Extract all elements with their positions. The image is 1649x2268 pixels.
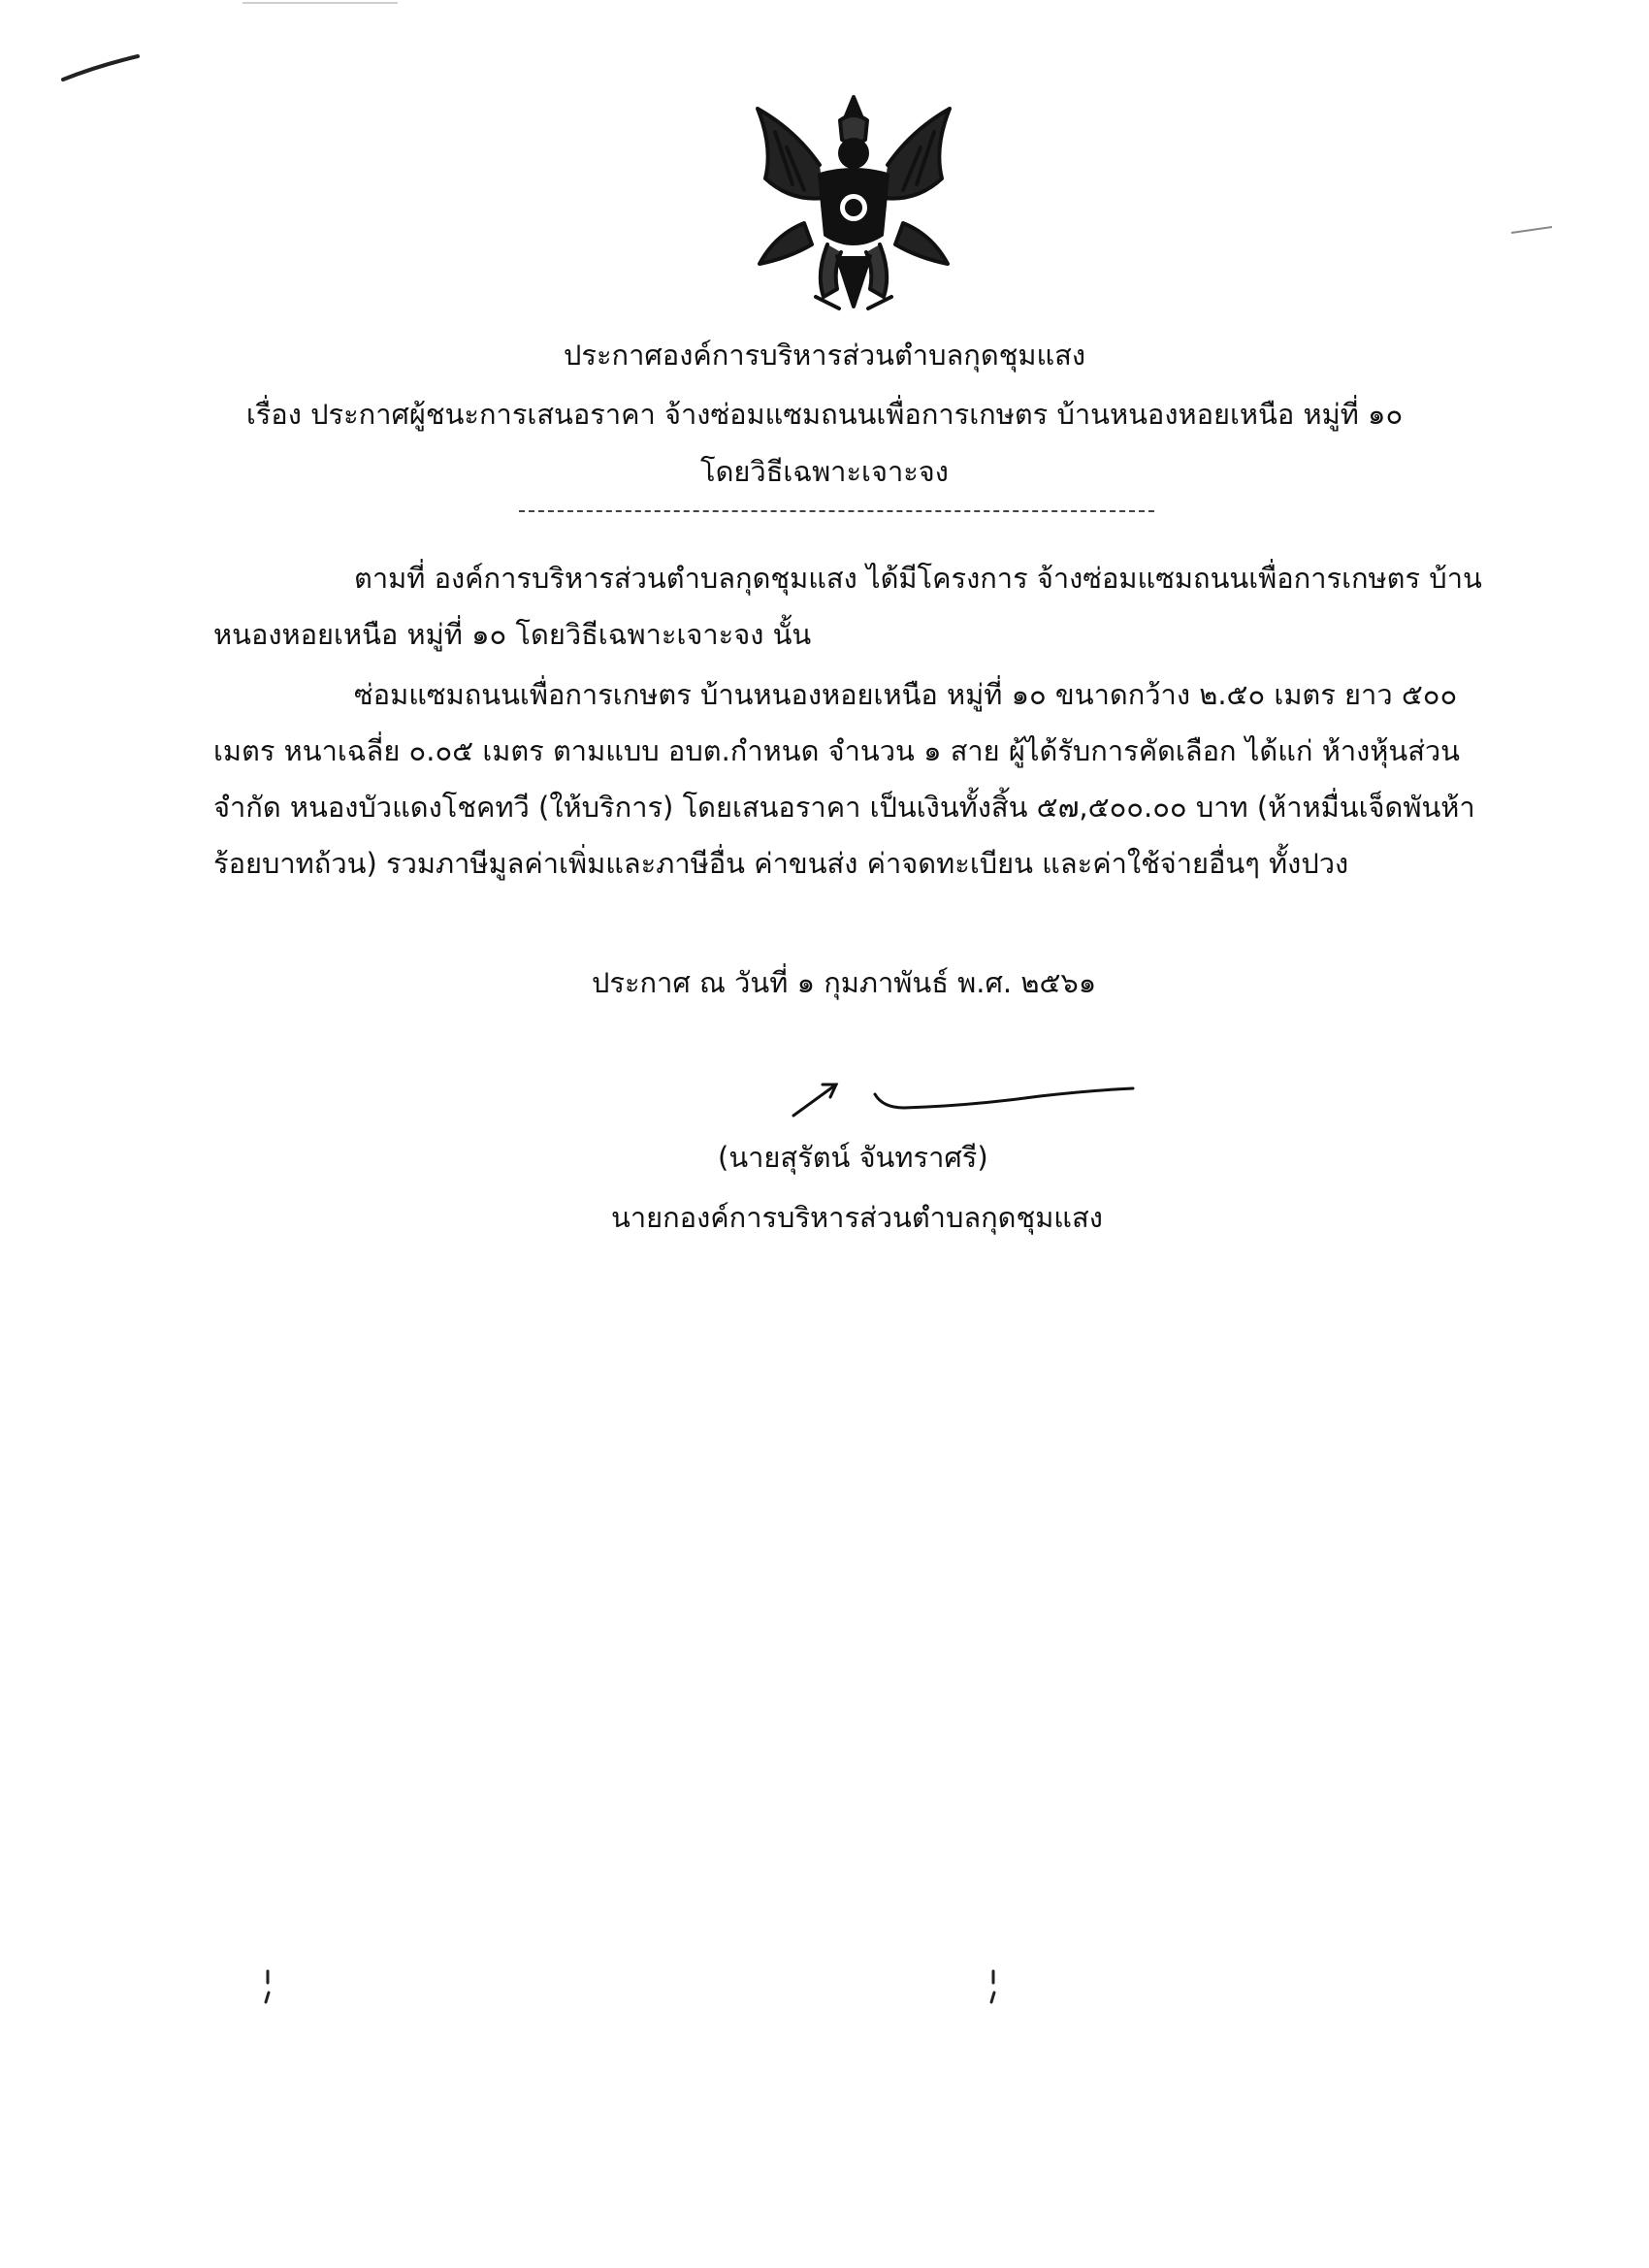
paragraph-line: หนองหอยเหนือ หมู่ที่ ๑๐ โดยวิธีเฉพาะเจาะจง นั้น — [213, 618, 812, 651]
paragraph-1 — [213, 550, 1482, 663]
announcement-method: โดยวิธีเฉพาะเจาะจง — [700, 455, 949, 488]
paragraph-line: เมตร หนาเฉลี่ย ๐.๐๕ เมตร ตามแบบ อบต.กำหนด จำนวน ๑ สาย ผู้ได้รับการคัดเลือก ได้แก่ ห้างหุ้นส่วน — [213, 734, 1461, 767]
pen-mark-top-left — [58, 49, 146, 87]
paragraph-line: ตามที่ องค์การบริหารส่วนตำบลกุดชุมแสง ได้มีโครงการ จ้างซ่อมแซมถนนเพื่อการเกษตร บ้าน — [354, 562, 1482, 595]
paragraph-line: ร้อยบาทถ้วน) รวมภาษีมูลค่าเพิ่มและภาษีอื่น ค่าขนส่ง ค่าจดทะเบียน และค่าใช้จ่ายอื่นๆ ทั้งปวง — [213, 847, 1349, 880]
punch-mark-right — [986, 1967, 1001, 2006]
signatory-title: นายกองค์การบริหารส่วนตำบลกุดชุมแสง — [611, 1201, 1103, 1234]
announcement-subject: เรื่อง ประกาศผู้ชนะการเสนอราคา จ้างซ่อมแซมถนนเพื่อการเกษตร บ้านหนองหอยเหนือ หมู่ที่ ๑๐ — [245, 398, 1404, 431]
garuda-emblem-icon — [723, 89, 985, 322]
signatory-name: (นายสุรัตน์ จันทราศรี) — [718, 1141, 988, 1174]
punch-mark-left — [260, 1967, 275, 2006]
paragraph-line: จำกัด หนองบัวแดงโชคทวี (ให้บริการ) โดยเสนอราคา เป็นเงินทั้งสิ้น ๕๗,๕๐๐.๐๐ บาท (ห้าหมื่นเจ็ดพันห้า — [213, 791, 1475, 824]
signature-icon — [766, 1067, 1154, 1125]
scan-artifact — [242, 2, 398, 4]
announced-date: ประกาศ ณ วันที่ ๑ กุมภาพันธ์ พ.ศ. ๒๕๖๑ — [592, 966, 1097, 999]
paragraph-2 — [213, 666, 1475, 891]
paragraph-line: ซ่อมแซมถนนเพื่อการเกษตร บ้านหนองหอยเหนือ หมู่ที่ ๑๐ ขนาดกว้าง ๒.๕๐ เมตร ยาว ๕๐๐ — [354, 678, 1458, 711]
announcement-heading: ประกาศองค์การบริหารส่วนตำบลกุดชุมแสง — [563, 339, 1085, 372]
dashed-divider — [519, 510, 1154, 512]
pen-mark-right — [1508, 221, 1557, 241]
